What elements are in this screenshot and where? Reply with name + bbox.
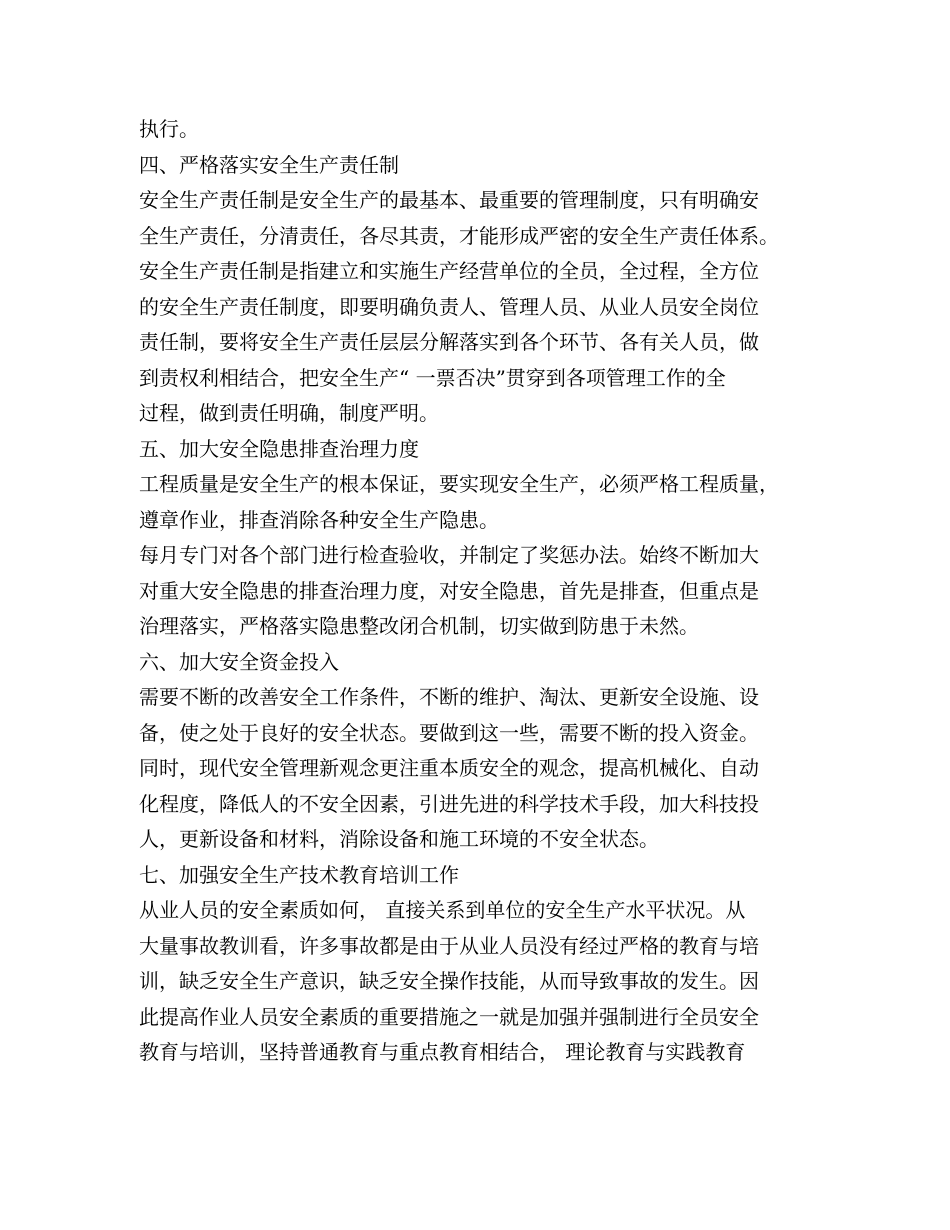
text-line: 大量事故教训看，许多事故都是由于从业人员没有经过严格的教育与培 <box>139 933 759 958</box>
text-line: 执行。 <box>139 117 199 141</box>
document-body <box>139 112 839 1071</box>
text-line: 同时，现代安全管理新观念更注重本质安全的观念，提高机械化、自动 <box>139 756 759 780</box>
text-line: 治理落实，严格落实隐患整改闭合机制，切实做到防患于未然。 <box>139 614 699 638</box>
section-heading-4: 四、严格落实安全生产责任制 <box>139 152 399 177</box>
text-line: 教育与培训，坚持普通教育与重点教育相结合， 理论教育与实践教育 <box>139 1040 746 1064</box>
text-line: 全生产责任，分清责任，各尽其责，才能形成严密的安全生产责任体系。 <box>139 223 779 248</box>
text-line: 备，使之处于良好的安全状态。要做到这一些，需要不断的投入资金。 <box>139 720 759 745</box>
section-heading-6: 六、加大安全资金投入 <box>139 649 339 674</box>
text-line: 的安全生产责任制度，即要明确负责人、管理人员、从业人员安全岗位 <box>139 294 759 319</box>
text-line: 遵章作业，排查消除各种安全生产隐患。 <box>139 507 499 532</box>
text-line: 人，更新设备和材料，消除设备和施工环境的不安全状态。 <box>139 827 659 851</box>
text-line: 过程，做到责任明确，制度严明。 <box>139 401 439 425</box>
text-line: 每月专门对各个部门进行检查验收，并制定了奖惩办法。始终不断加大 <box>139 543 759 567</box>
text-line: 安全生产责任制是指建立和实施生产经营单位的全员，全过程，全方位 <box>139 259 759 283</box>
text-line: 需要不断的改善安全工作条件，不断的维护、淘汰、更新安全设施、设 <box>139 685 759 709</box>
text-line: 对重大安全隐患的排查治理力度，对安全隐患，首先是排查，但重点是 <box>139 578 759 603</box>
text-line: 责任制，要将安全生产责任层层分解落实到各个环节、各有关人员，做 <box>139 330 759 354</box>
text-line: 工程质量是安全生产的根本保证，要实现安全生产，必须严格工程质量， <box>139 472 779 496</box>
section-heading-5: 五、加大安全隐患排查治理力度 <box>139 436 419 461</box>
text-line: 此提高作业人员安全素质的重要措施之一就是加强并强制进行全员安全 <box>139 1004 759 1029</box>
text-line: 安全生产责任制是安全生产的最基本、最重要的管理制度，只有明确安 <box>139 188 759 212</box>
text-line: 到责权利相结合，把安全生产“ 一票否决”贯穿到各项管理工作的全 <box>139 365 726 390</box>
text-line: 从业人员的安全素质如何， 直接关系到单位的安全生产水平状况。从 <box>139 898 746 922</box>
text-line: 训，缺乏安全生产意识，缺乏安全操作技能，从而导致事故的发生。因 <box>139 969 759 993</box>
text-line: 化程度，降低人的不安全因素，引进先进的科学技术手段，加大科技投 <box>139 791 759 816</box>
section-heading-7: 七、加强安全生产技术教育培训工作 <box>139 862 459 887</box>
